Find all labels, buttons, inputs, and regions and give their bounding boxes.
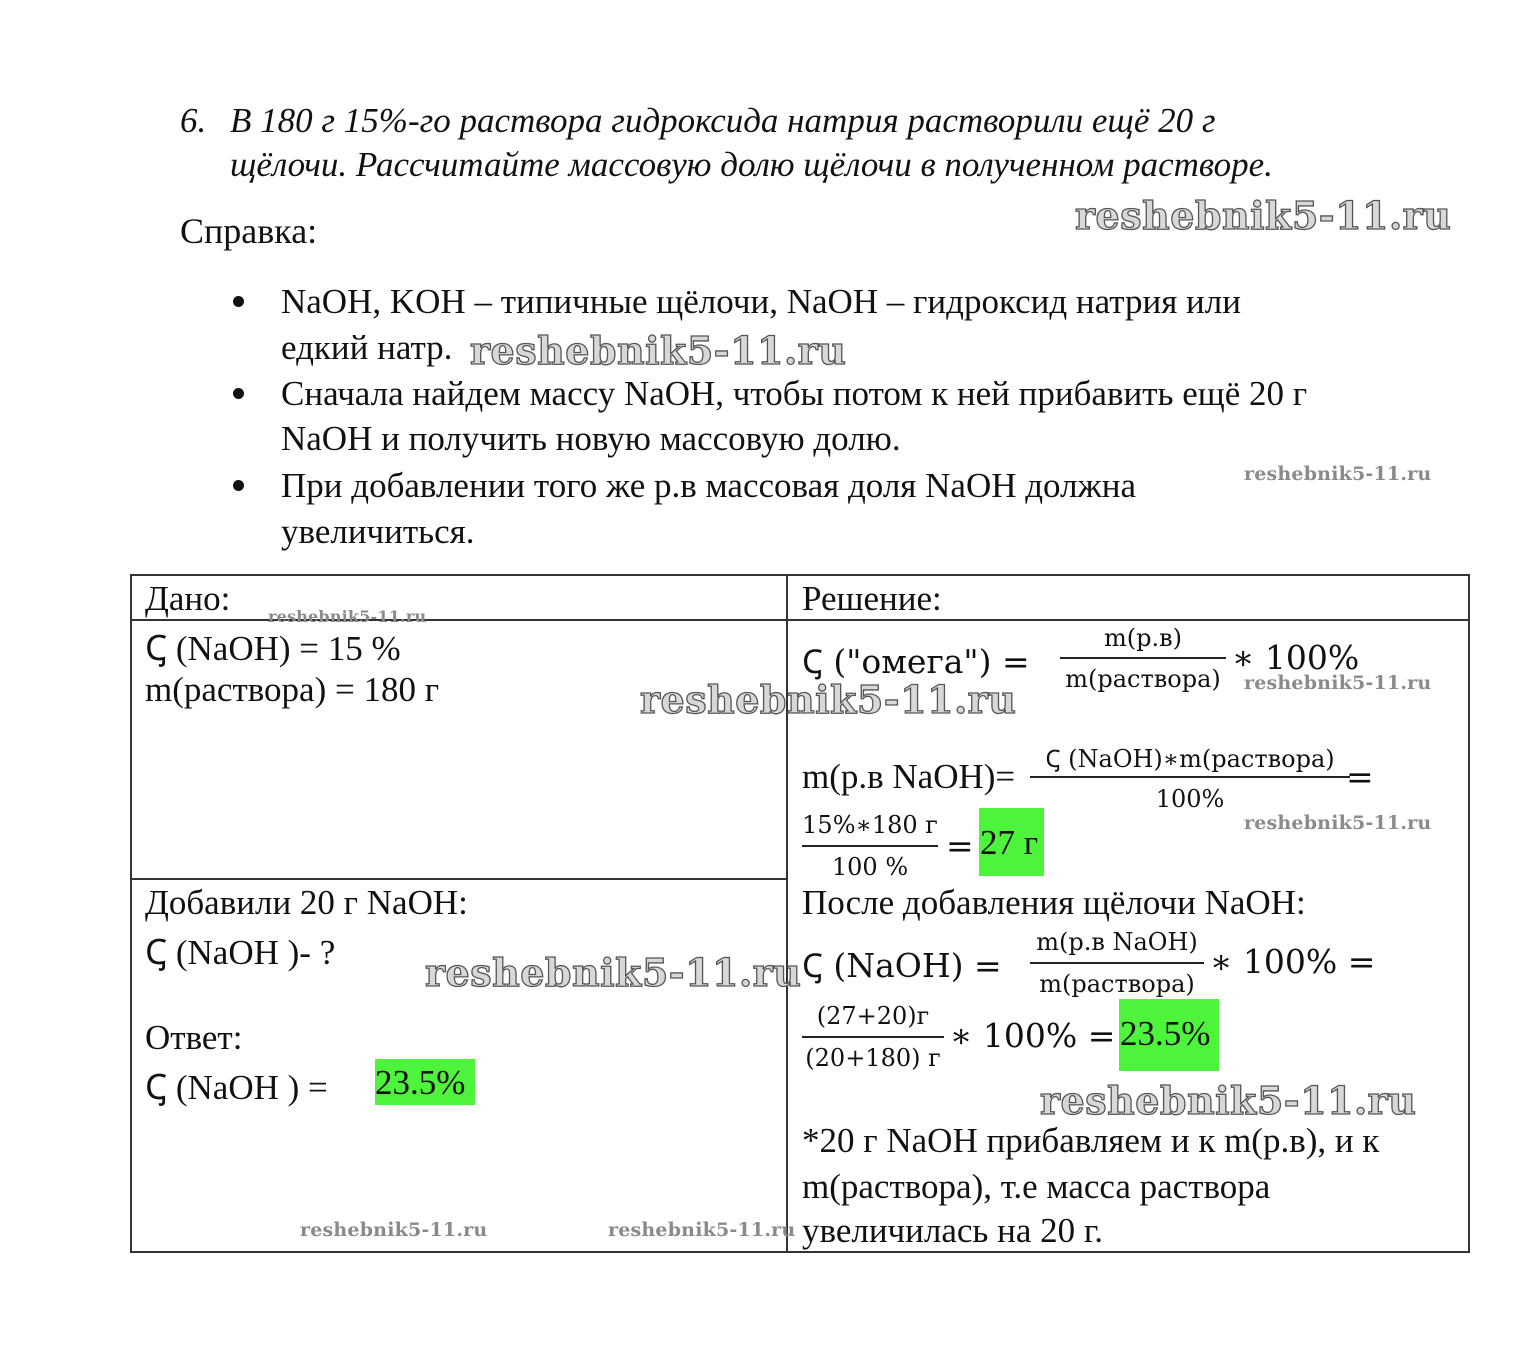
mass-formula-denominator: 100% [1155,785,1225,813]
omega-formula-tail: ∗ 100% [1232,638,1360,677]
mass-calc-denominator: 100 % [831,853,909,881]
task-text-line-2: щёлочи. Рассчитайте массовую долю щёлочи в полученном растворе. [230,145,1273,184]
new-omega-tail: ∗ 100% = [1210,942,1376,981]
new-omega-numerator: m(р.в NaOH) [1036,928,1198,956]
watermark-small: reshebnik5-11.ru [1244,463,1432,485]
mass-formula-eq: = [1346,757,1374,796]
new-omega-calc-bar [802,1036,944,1038]
mass-formula-bar [1030,776,1350,778]
reference-title: Справка: [180,211,318,251]
watermark-small: reshebnik5-11.ru [1244,812,1432,834]
watermark-large: reshebnik5-11.ru [470,328,847,373]
answer-prefix: Ꞔ (NaOH ) = [145,1068,328,1107]
task-number: 6. [180,101,207,140]
omega-formula-bar [1060,657,1226,659]
bullet-3-line-1: При добавлении того же р.в массовая доля NaOH должна [281,466,1137,505]
answer-value: 23.5% [375,1063,466,1102]
task-text-line-1: В 180 г 15%-го раствора гидроксида натрия растворили ещё 20 г [230,101,1216,140]
given-header: Дано: [145,579,231,618]
mass-calc-numerator: 15%∗180 г [802,811,938,839]
note-line-2: m(раствора), т.е масса раствора [802,1167,1271,1206]
given-solution-mass: m(раствора) = 180 г [145,670,440,709]
bullet-1-line-1: NaOH, KOH – типичные щёлочи, NaOH – гидроксид натрия или [281,282,1241,321]
new-omega-bar [1030,962,1204,964]
omega-formula-numerator: m(р.в) [1104,624,1182,652]
watermark-large: reshebnik5-11.ru [425,950,802,995]
mass-calc-eq: = [946,826,974,865]
given-find: Ꞔ (NaOH )- ? [145,933,336,972]
final-result: 23.5% [1120,1014,1211,1053]
mass-result: 27 г [980,823,1039,862]
mass-formula-lhs: m(р.в NaOH)= [802,757,1016,796]
bullet-1-line-2: едкий натр. [281,328,453,367]
new-omega-calc-denominator: (20+180) г [805,1044,941,1072]
watermark-small: reshebnik5-11.ru [268,607,427,626]
answer-label: Ответ: [145,1018,243,1057]
bullet-dot-1 [233,296,244,307]
bullet-3-line-2: увеличиться. [281,512,475,551]
watermark-large: reshebnik5-11.ru [640,677,1017,722]
table-border-top [130,574,1470,576]
bullet-2-line-2: NaOH и получить новую массовую долю. [281,419,901,458]
mass-calc-bar [802,845,938,847]
given-omega: Ꞔ (NaOH) = 15 % [145,629,401,668]
watermark-large: reshebnik5-11.ru [1040,1078,1417,1123]
bullet-2-line-1: Сначала найдем массу NaOH, чтобы потом к ней прибавить ещё 20 г [281,374,1308,413]
watermark-small: reshebnik5-11.ru [608,1219,796,1241]
solution-header: Решение: [802,579,942,618]
watermark-small: reshebnik5-11.ru [1244,672,1432,694]
given-cell-divider [130,878,788,880]
given-added: Добавили 20 г NaOH: [145,883,468,922]
note-line-3: увеличилась на 20 г. [802,1211,1104,1250]
new-omega-lhs: Ꞔ (NaOH) = [802,946,1002,985]
new-omega-calc-tail: ∗ 100% = [950,1016,1116,1055]
new-omega-denominator: m(раствора) [1039,970,1195,998]
table-border-bottom [130,1251,1470,1253]
omega-formula-denominator: m(раствора) [1065,665,1221,693]
new-omega-calc-numerator: (27+20)г [816,1002,930,1030]
note-line-1: *20 г NaOH прибавляем и к m(р.в), и к [802,1121,1380,1160]
table-border-right [1468,574,1470,1253]
omega-formula-lhs: Ꞔ ("омега") = [802,642,1030,681]
after-adding-label: После добавления щёлочи NaOH: [802,883,1306,922]
watermark-large: reshebnik5-11.ru [1075,193,1452,238]
bullet-dot-2 [233,388,244,399]
mass-formula-numerator: Ꞔ (NaOH)∗m(раствора) [1045,745,1335,773]
bullet-dot-3 [233,480,244,491]
table-divider-vertical [786,574,788,1253]
watermark-small: reshebnik5-11.ru [300,1219,488,1241]
table-border-left [130,574,132,1253]
